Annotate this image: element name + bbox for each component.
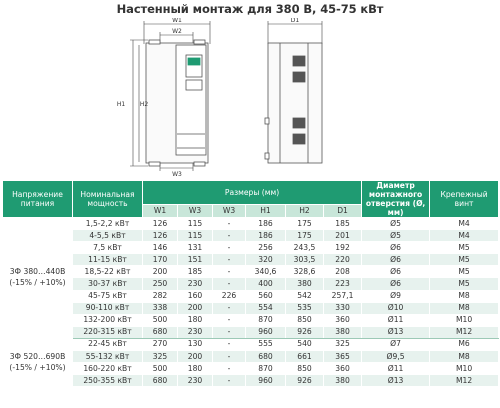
cell-dia: Ø11 [362,363,430,375]
cell-power: 90-110 кВт [73,302,143,314]
header-diameter: Диаметр монтажного отверстия (Ø, мм) [362,181,430,218]
cell-w1: 500 [143,363,178,375]
cell-d1: 220 [324,254,362,266]
cell-d1: 365 [324,351,362,363]
cell-w1: 250 [143,278,178,290]
page-title: Настенный монтаж для 380 В, 45-75 кВт [116,2,384,16]
cell-h1: 870 [246,314,286,326]
cell-w3b: - [213,351,246,363]
cell-h2: 926 [286,375,324,387]
cell-screw: M4 [430,230,499,242]
cell-w3a: 230 [178,278,213,290]
cell-w3a: 131 [178,242,213,254]
cell-w3b: - [213,230,246,242]
cell-w3b: - [213,278,246,290]
cell-w3a: 180 [178,314,213,326]
cell-h1: 554 [246,302,286,314]
cell-w1: 338 [143,302,178,314]
cell-dia: Ø7 [362,338,430,350]
cell-d1: 257,1 [324,290,362,302]
mounting-drawing [0,18,500,178]
w1-label: W1 [172,18,182,24]
cell-h2: 175 [286,218,324,230]
cell-w3b: - [213,218,246,230]
cell-w3b: - [213,326,246,338]
cell-screw: M5 [430,254,499,266]
cell-h1: 960 [246,326,286,338]
table-row [3,326,499,338]
table-row [3,242,499,254]
cell-h1: 400 [246,278,286,290]
cell-d1: 360 [324,314,362,326]
cell-power: 220-315 кВт [73,326,143,338]
cell-d1: 208 [324,266,362,278]
cell-power: 4-5,5 кВт [73,230,143,242]
cell-screw: M8 [430,290,499,302]
cell-w3b: - [213,314,246,326]
table-row [3,375,499,387]
cell-d1: 380 [324,326,362,338]
cell-w1: 500 [143,314,178,326]
cell-screw: M12 [430,375,499,387]
table-row [3,278,499,290]
cell-h1: 186 [246,230,286,242]
cell-w3b: 226 [213,290,246,302]
cell-screw: M10 [430,363,499,375]
cell-w3a: 180 [178,363,213,375]
cell-d1: 185 [324,218,362,230]
cell-w3b: - [213,338,246,350]
cell-screw: M5 [430,266,499,278]
w2-label: W2 [172,28,182,35]
cell-h2: 926 [286,326,324,338]
cell-dia: Ø9,5 [362,351,430,363]
cell-w1: 282 [143,290,178,302]
cell-dia: Ø5 [362,230,430,242]
cell-h2: 850 [286,314,324,326]
cell-w3b: - [213,302,246,314]
cell-h2: 328,6 [286,266,324,278]
h1-label: H1 [116,101,126,108]
cell-d1: 223 [324,278,362,290]
cell-screw: M8 [430,351,499,363]
cell-h2: 850 [286,363,324,375]
subheader-d1: D1 [324,204,362,217]
dimensions-table [2,180,499,387]
cell-screw: M4 [430,218,499,230]
header-power: Номинальная мощность [73,181,143,218]
subheader-h1: H1 [246,204,286,217]
cell-screw: M5 [430,242,499,254]
cell-h1: 960 [246,375,286,387]
cell-w1: 126 [143,218,178,230]
cell-w3b: - [213,266,246,278]
cell-h1: 186 [246,218,286,230]
cell-w3a: 230 [178,326,213,338]
subheader-w3: W3 [213,204,246,217]
front-view [146,40,208,166]
cell-h2: 542 [286,290,324,302]
voltage-group-cell: 3Ф 520…690В (-15% / +10%) [3,338,73,386]
cell-w1: 200 [143,266,178,278]
cell-dia: Ø13 [362,375,430,387]
cell-w1: 170 [143,254,178,266]
cell-w1: 126 [143,230,178,242]
cell-w1: 270 [143,338,178,350]
cell-dia: Ø13 [362,326,430,338]
header-dimensions: Размеры (мм) [143,181,362,205]
cell-dia: Ø9 [362,290,430,302]
table-row [3,218,499,230]
cell-screw: M10 [430,314,499,326]
subheader-h2: H2 [286,204,324,217]
cell-h2: 175 [286,230,324,242]
cell-w1: 680 [143,326,178,338]
side-view [265,43,322,163]
cell-w1: 325 [143,351,178,363]
cell-h1: 256 [246,242,286,254]
header-supply: Напряжение питания [3,181,73,218]
cell-screw: M12 [430,326,499,338]
cell-h2: 535 [286,302,324,314]
cell-power: 11-15 кВт [73,254,143,266]
subheader-w3: W3 [178,204,213,217]
cell-h2: 540 [286,338,324,350]
cell-w3a: 115 [178,230,213,242]
table-row [3,351,499,363]
table-row [3,338,499,350]
cell-power: 132-200 кВт [73,314,143,326]
cell-h1: 340,6 [246,266,286,278]
cell-h2: 661 [286,351,324,363]
table-row [3,230,499,242]
cell-h1: 680 [246,351,286,363]
cell-w3a: 160 [178,290,213,302]
cell-d1: 330 [324,302,362,314]
cell-dia: Ø6 [362,266,430,278]
cell-power: 18,5-22 кВт [73,266,143,278]
cell-screw: M6 [430,338,499,350]
cell-dia: Ø5 [362,218,430,230]
cell-w3b: - [213,254,246,266]
cell-screw: M5 [430,278,499,290]
cell-dia: Ø6 [362,242,430,254]
subheader-w1: W1 [143,204,178,217]
cell-d1: 192 [324,242,362,254]
cell-w3a: 185 [178,266,213,278]
cell-power: 1,5-2,2 кВт [73,218,143,230]
cell-d1: 360 [324,363,362,375]
table-row [3,254,499,266]
cell-power: 22-45 кВт [73,338,143,350]
table-row [3,290,499,302]
w3-label: W3 [172,171,182,178]
cell-power: 160-220 кВт [73,363,143,375]
cell-w1: 680 [143,375,178,387]
table-row [3,266,499,278]
cell-power: 7,5 кВт [73,242,143,254]
cell-dia: Ø10 [362,302,430,314]
header-screw: Крепежный винт [430,181,499,218]
cell-power: 250-355 кВт [73,375,143,387]
cell-w3a: 115 [178,218,213,230]
cell-w3a: 151 [178,254,213,266]
cell-d1: 380 [324,375,362,387]
cell-h2: 243,5 [286,242,324,254]
cell-w3b: - [213,242,246,254]
cell-w3a: 230 [178,375,213,387]
d1-label: D1 [290,18,300,24]
cell-w1: 146 [143,242,178,254]
cell-power: 55-132 кВт [73,351,143,363]
cell-h1: 555 [246,338,286,350]
h2-label: H2 [139,101,149,108]
cell-w3a: 200 [178,351,213,363]
cell-dia: Ø6 [362,254,430,266]
cell-power: 30-37 кВт [73,278,143,290]
cell-d1: 325 [324,338,362,350]
cell-w3b: - [213,363,246,375]
table-row [3,314,499,326]
cell-h2: 303,5 [286,254,324,266]
cell-w3a: 130 [178,338,213,350]
cell-w3a: 200 [178,302,213,314]
cell-dia: Ø11 [362,314,430,326]
cell-h2: 380 [286,278,324,290]
cell-h1: 560 [246,290,286,302]
cell-power: 45-75 кВт [73,290,143,302]
table-row [3,302,499,314]
cell-dia: Ø6 [362,278,430,290]
cell-w3b: - [213,375,246,387]
table-row [3,363,499,375]
cell-d1: 201 [324,230,362,242]
cell-screw: M8 [430,302,499,314]
cell-h1: 320 [246,254,286,266]
cell-h1: 870 [246,363,286,375]
voltage-group-cell: 3Ф 380…440В (-15% / +10%) [3,218,73,339]
